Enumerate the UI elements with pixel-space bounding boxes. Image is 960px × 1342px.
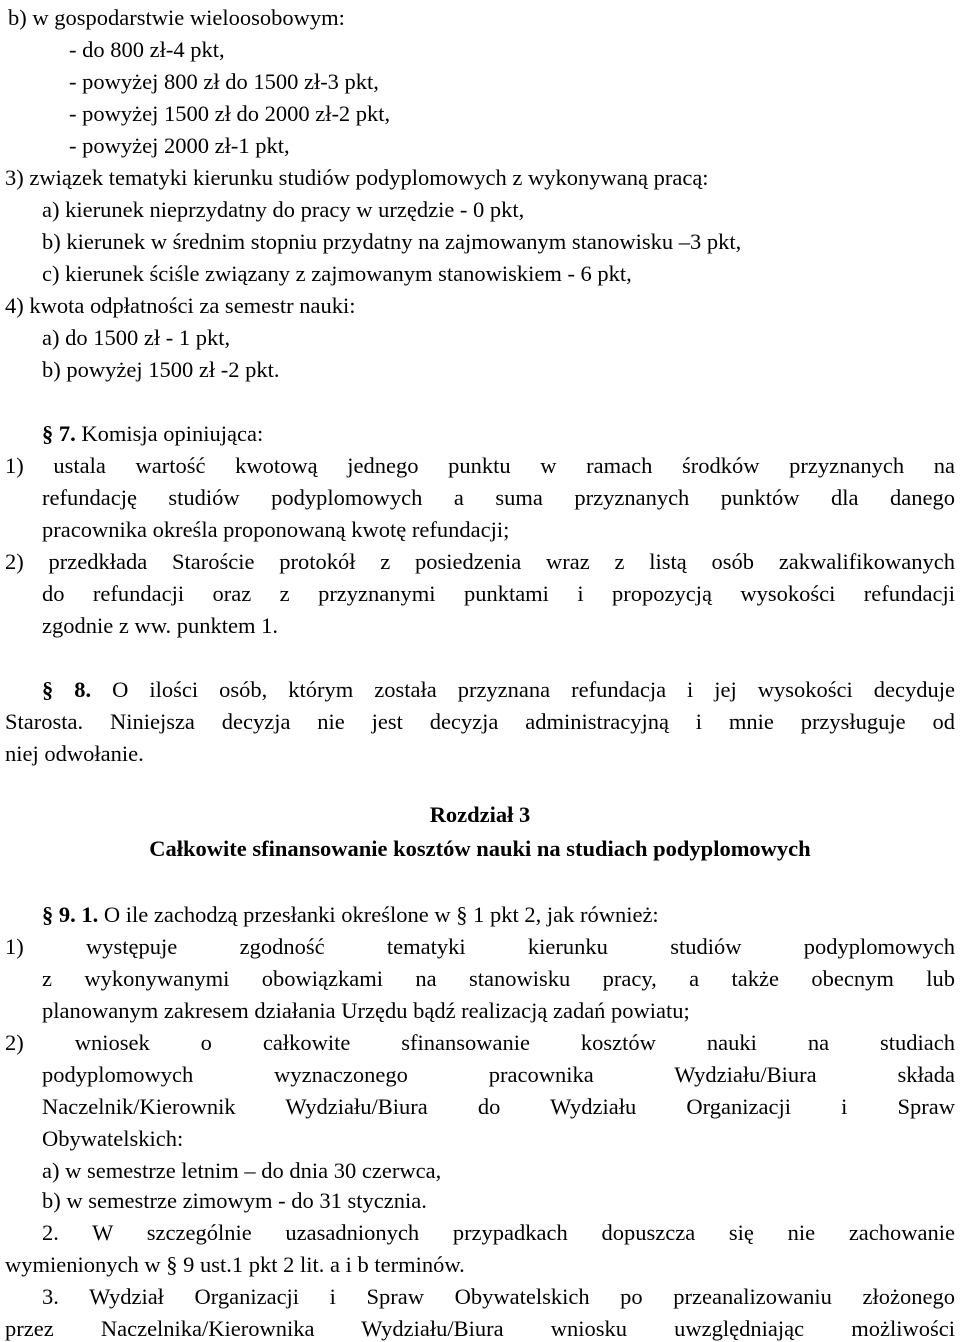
paragraph-line: refundację studiów podyplomowych a suma przyznanych punktów dla danego: [42, 485, 955, 510]
list-item: a) w semestrze letnim – do dnia 30 czerwca,: [42, 1158, 442, 1183]
point-3-header: 3) związek tematyki kierunku studiów podyplomowych z wykonywaną pracą:: [5, 165, 709, 190]
list-item: c) kierunek ściśle związany z zajmowanym stanowiskiem - 6 pkt,: [42, 261, 632, 286]
section-7-heading: [42, 423, 263, 446]
paragraph-line: do refundacji oraz z przyznanymi punktami i propozycją wysokości refundacji: [42, 581, 955, 606]
section-number: § 8.: [42, 677, 92, 702]
paragraph-line: 3. Wydział Organizacji i Spraw Obywatelskich po przeanalizowaniu złożonego: [42, 1284, 955, 1309]
paragraph-line: przez Naczelnika/Kierownika Wydziału/Biura wniosku uwzględniając możliwości: [5, 1316, 955, 1341]
section-8-first-line: [42, 679, 955, 702]
section-number: § 9. 1.: [42, 902, 99, 927]
section-9-heading: [42, 904, 659, 927]
paragraph-line: zgodnie z ww. punktem 1.: [42, 613, 278, 638]
paragraph-line: wymienionych w § 9 ust.1 pkt 2 lit. a i b terminów.: [5, 1252, 465, 1277]
paragraph-line: Obywatelskich:: [42, 1126, 184, 1151]
list-item: b) w semestrze zimowym - do 31 stycznia.: [42, 1188, 427, 1213]
paragraph-line: 2. W szczególnie uzasadnionych przypadkach dopuszcza się nie zachowanie: [42, 1220, 955, 1245]
list-item: a) kierunek nieprzydatny do pracy w urzędzie - 0 pkt,: [42, 197, 525, 222]
chapter-heading: Rozdział 3: [429, 802, 531, 827]
paragraph-line: 1) występuje zgodność tematyki kierunku studiów podyplomowych: [5, 934, 955, 959]
list-item: - powyżej 2000 zł-1 pkt,: [69, 133, 290, 158]
paragraph-line: 1) ustala wartość kwotową jednego punktu w ramach środków przyznanych na: [5, 453, 955, 478]
paragraph-line: pracownika określa proponowaną kwotę refundacji;: [42, 517, 510, 542]
list-item: - powyżej 1500 zł do 2000 zł-2 pkt,: [69, 101, 391, 126]
list-item: - do 800 zł-4 pkt,: [69, 37, 225, 62]
paragraph-line: Naczelnik/Kierownik Wydziału/Biura do Wydziału Organizacji i Spraw: [42, 1094, 955, 1119]
list-item: - powyżej 800 zł do 1500 zł-3 pkt,: [69, 69, 379, 94]
income-multi-person-header: b) w gospodarstwie wieloosobowym:: [8, 5, 345, 30]
list-item: a) do 1500 zł - 1 pkt,: [42, 325, 231, 350]
point-4-header: 4) kwota odpłatności za semestr nauki:: [5, 293, 356, 318]
section-title: Komisja opiniująca:: [81, 421, 264, 446]
paragraph-line: Starosta. Niniejsza decyzja nie jest decyzja administracyjną i mnie przysługuje od: [5, 709, 955, 734]
list-item: b) powyżej 1500 zł -2 pkt.: [42, 357, 280, 382]
paragraph-line: podyplomowych wyznaczonego pracownika Wydziału/Biura składa: [42, 1062, 955, 1087]
paragraph-line: z wykonywanymi obowiązkami na stanowisku pracy, a także obecnym lub: [42, 966, 955, 991]
paragraph-line: 2) przedkłada Staroście protokół z posiedzenia wraz z listą osób zakwalifikowanych: [5, 549, 955, 574]
section-number: § 7.: [42, 421, 76, 446]
paragraph-line: 2) wniosek o całkowite sfinansowanie kosztów nauki na studiach: [5, 1030, 955, 1055]
chapter-title: Całkowite sfinansowanie kosztów nauki na studiach podyplomowych: [149, 836, 811, 861]
list-item: b) kierunek w średnim stopniu przydatny na zajmowanym stanowisku –3 pkt,: [42, 229, 742, 254]
paragraph-line: niej odwołanie.: [5, 741, 144, 766]
section-intro: O ile zachodzą przesłanki określone w § 1 pkt 2, jak również:: [103, 902, 659, 927]
paragraph-line: planowanym zakresem działania Urzędu bądź realizacją zadań powiatu;: [42, 998, 690, 1023]
paragraph-line: O ilości osób, którym została przyznana refundacja i jej wysokości decyduje: [112, 677, 955, 702]
